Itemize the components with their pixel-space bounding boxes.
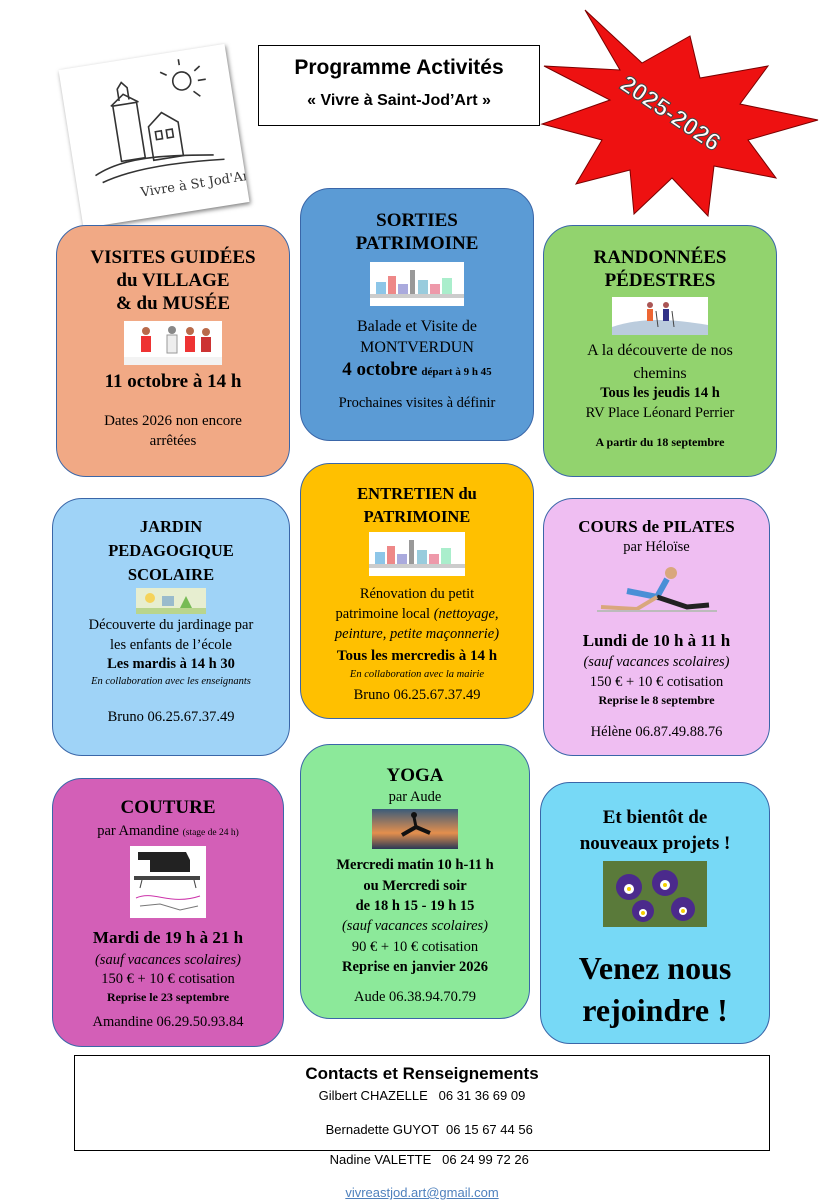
- jardin-when: Les mardis à 14 h 30: [107, 656, 235, 673]
- page-title: Programme Activités: [294, 56, 504, 79]
- couture-title: COUTURE: [120, 797, 216, 818]
- entretien-photo: [369, 532, 465, 576]
- visites-title-2: du VILLAGE: [116, 269, 230, 291]
- pilates-price: 150 € + 10 € cotisation: [589, 673, 724, 690]
- title-box: [258, 45, 540, 126]
- yoga-pose-icon: [372, 809, 458, 849]
- contact-bernadette: Bernadette GUYOT 06 15 67 44 56: [325, 1122, 533, 1137]
- hikers-icon: [612, 297, 708, 335]
- yoga-title: YOGA: [386, 765, 444, 786]
- card-pilates: [543, 498, 770, 756]
- visites-title-1: VISITES GUIDÉES: [90, 247, 256, 268]
- entretien-title-2: PATRIMOINE: [363, 506, 471, 526]
- entretien-line-2: [301, 606, 533, 623]
- jardin-contact: Bruno 06.25.67.37.49: [107, 709, 235, 726]
- couture-photo: [130, 846, 206, 918]
- entretien-contact: Bruno 06.25.67.37.49: [353, 687, 481, 704]
- pilates-reprise: Reprise le 8 septembre: [598, 692, 715, 707]
- yoga-price: 90 € + 10 € cotisation: [351, 938, 479, 955]
- svg-text:Vivre à St Jod'Art: Vivre à St Jod'Art: [139, 167, 250, 201]
- sorties-next: Prochaines visites à définir: [338, 394, 496, 411]
- card-yoga: [300, 744, 530, 1019]
- sewing-machine-icon: [130, 846, 206, 918]
- page-subtitle: « Vivre à Saint-Jod’Art »: [307, 92, 491, 109]
- pilates-contact: Hélène 06.87.49.88.76: [590, 724, 723, 741]
- contacts-box: [74, 1055, 770, 1200]
- sorties-date: 4 octobre: [342, 358, 418, 380]
- year-starburst: [538, 8, 820, 220]
- card-bientot: [540, 782, 770, 1044]
- rando-photo: [612, 297, 708, 335]
- bientot-photo: [603, 861, 707, 927]
- card-sorties-patrimoine: [300, 188, 534, 441]
- jardin-line-1: Découverte du jardinage par: [88, 617, 254, 634]
- rando-line-1: A la découverte de nos: [587, 341, 733, 359]
- entretien-line-2a: patrimoine local: [335, 605, 434, 622]
- pilates-pose-icon: [597, 561, 717, 619]
- entretien-title-1: ENTRETIEN du: [357, 484, 477, 503]
- entretien-line-3: peinture, petite maçonnerie): [334, 626, 500, 643]
- visites-date: 11 octobre à 14 h: [104, 371, 242, 393]
- entretien-collab: En collaboration avec la mairie: [349, 668, 485, 680]
- jardin-collab: En collaboration avec les enseignants: [91, 675, 251, 687]
- pansy-flowers-icon: [603, 861, 707, 927]
- sorties-line-2: MONTVERDUN: [360, 338, 474, 356]
- sorties-line-1: Balade et Visite de: [356, 317, 478, 335]
- yoga-by: par Aude: [388, 788, 442, 805]
- entretien-line-2b: (nettoyage,: [433, 605, 499, 622]
- jardin-title-3: SCOLAIRE: [127, 564, 215, 584]
- couture-stage: (stage de 24 h): [182, 827, 239, 838]
- bientot-join-1: Venez nous: [578, 949, 732, 986]
- yoga-reprise: Reprise en janvier 2026: [342, 959, 488, 976]
- card-jardin: [52, 498, 290, 756]
- pilates-except: (sauf vacances scolaires): [583, 654, 730, 671]
- sorties-depart: départ à 9 h 45: [421, 365, 492, 378]
- yoga-photo: [372, 809, 458, 849]
- church-sketch-icon: [59, 44, 250, 228]
- card-couture: [52, 778, 284, 1047]
- bientot-line-2: nouveaux projets !: [579, 832, 731, 854]
- yoga-when-1: Mercredi matin 10 h-11 h: [336, 857, 494, 874]
- card-visites-guidees: [56, 225, 290, 477]
- pilates-by: par Héloïse: [623, 539, 690, 556]
- pilates-when: Lundi de 10 h à 11 h: [582, 630, 731, 650]
- contact-nadine: Nadine VALETTE 06 24 99 72 26: [329, 1152, 529, 1167]
- year-badge: 2025-2026: [615, 70, 726, 157]
- couture-except: (sauf vacances scolaires): [94, 951, 242, 968]
- entretien-line-1: Rénovation du petit: [359, 585, 475, 602]
- jardin-line-2: les enfants de l’école: [110, 636, 232, 653]
- jardin-title-1: JARDIN: [139, 517, 203, 536]
- rando-title-1: RANDONNÉES: [593, 247, 727, 268]
- rando-start: A partir du 18 septembre: [595, 434, 725, 449]
- logo: [59, 44, 250, 228]
- sorties-title-2: PATRIMOINE: [355, 232, 479, 254]
- couture-by-row: [53, 821, 283, 840]
- yoga-when-3: de 18 h 15 - 19 h 15: [355, 897, 475, 914]
- sorties-photo: [370, 262, 464, 306]
- contact-email[interactable]: vivreastjod.art@gmail.com: [345, 1185, 499, 1200]
- pilates-photo: [597, 561, 717, 619]
- couture-price: 150 € + 10 € cotisation: [101, 970, 235, 987]
- bientot-line-1: Et bientôt de: [602, 807, 708, 828]
- card-entretien: [300, 463, 534, 719]
- card-randonnees: [543, 225, 777, 477]
- yoga-except: (sauf vacances scolaires): [341, 918, 489, 935]
- jardin-photo: [136, 588, 206, 614]
- visites-title-3: & du MUSÉE: [115, 292, 231, 314]
- sorties-date-row: [301, 359, 533, 382]
- contacts-title: Contacts et Renseignements: [305, 1064, 539, 1083]
- contacts-row-2: [75, 1107, 769, 1182]
- contact-gilbert: Gilbert CHAZELLE 06 31 36 69 09: [318, 1088, 526, 1103]
- couture-when: Mardi de 19 h à 21 h: [92, 928, 244, 948]
- sorties-title-1: SORTIES: [376, 210, 458, 231]
- visites-note-2: arrêtées: [149, 433, 197, 450]
- rando-when: Tous les jeudis 14 h: [600, 384, 720, 401]
- couture-by: par Amandine: [97, 822, 183, 839]
- rando-rv: RV Place Léonard Perrier: [585, 405, 735, 422]
- yoga-contact: Aude 06.38.94.70.79: [353, 988, 477, 1005]
- visites-note-1: Dates 2026 non encore: [104, 413, 242, 430]
- guided-tour-people-icon: [124, 321, 222, 365]
- rando-line-2: chemins: [633, 364, 687, 382]
- visites-photo: [124, 321, 222, 365]
- bientot-join-2: rejoindre !: [582, 991, 728, 1028]
- couture-contact: Amandine 06.29.50.93.84: [92, 1013, 244, 1030]
- village-houses-icon: [370, 262, 464, 306]
- pilates-title: COURS de PILATES: [578, 517, 735, 536]
- couture-reprise: Reprise le 23 septembre: [106, 990, 230, 1005]
- jardin-title-2: PEDAGOGIQUE: [108, 540, 234, 560]
- village-houses-icon: [369, 532, 465, 576]
- garden-drawing-icon: [136, 588, 206, 614]
- rando-title-2: PÉDESTRES: [604, 269, 716, 291]
- yoga-when-2: ou Mercredi soir: [363, 877, 467, 894]
- entretien-when: Tous les mercredis à 14 h: [336, 647, 498, 664]
